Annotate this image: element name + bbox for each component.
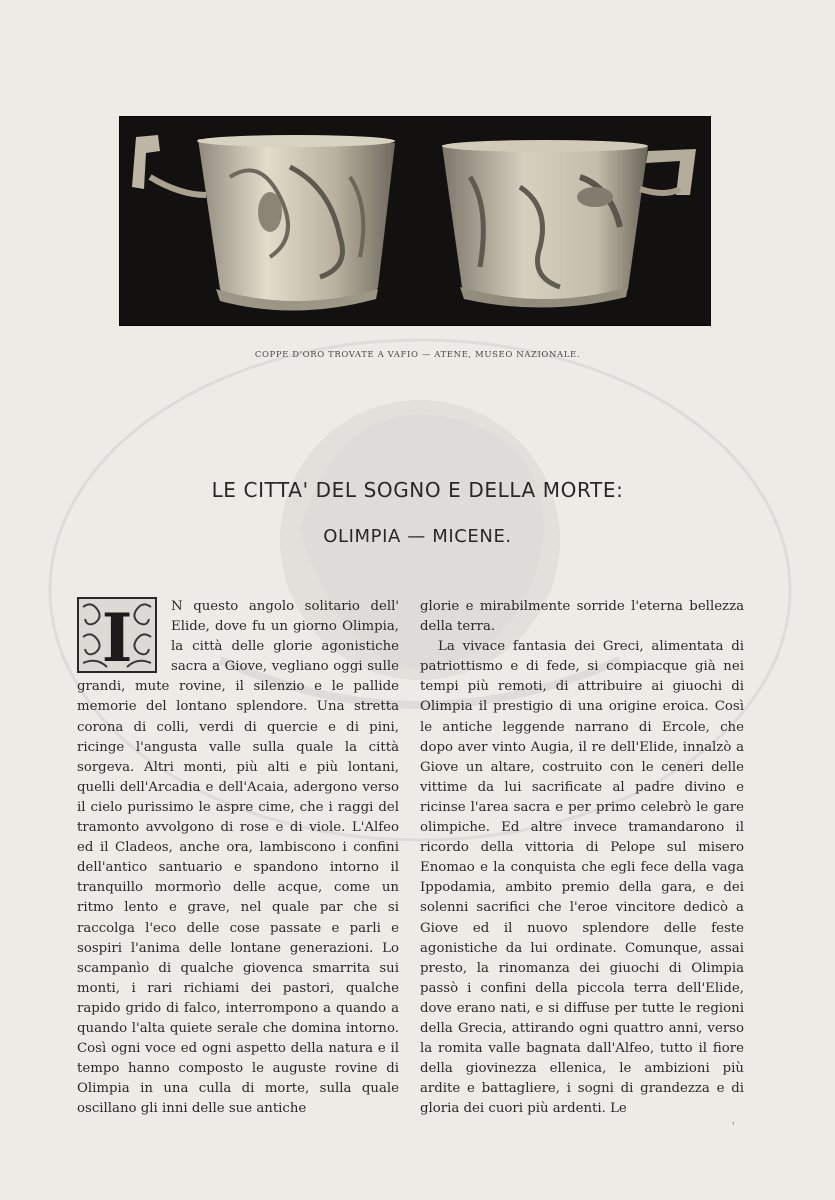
gold-cups-photograph: [120, 117, 710, 325]
decorated-initial-letter: [77, 597, 157, 673]
right-gold-cup: [442, 140, 696, 308]
opening-paragraph: N questo angolo solitario dell' Elide, dove fu un giorno Olimpia, la città delle glorie agonistiche sacra a Giove, vegliano oggi sulle grandi, mute rovine, il silenzio e le pallide memorie del lontano splendore. Una stretta corona di colli, verdi di quercie e di pini, ricinge l'angusta valle sulla quale la città sorgeva. Altri monti, più alti e più lontani, quelli dell'Arcadia e dell'Acaia, adergono verso il cielo purissimo le aspre cime, che i raggi del tramonto avvolgono di rose e di viole. L'Alfeo ed il Cladeos, anche ora, lambiscono i confini dell'antico santuario e spandono intorno il tranquillo mormorìo delle acque, come un ritmo lento e grave, nel quale par che si raccolga l'eco delle cose passate e parli e sospiri l'anima delle lontane generazioni. Lo scampanìo di qualche giovenca smarrita sui monti, i rari richiami dei pastori, qualche rapido grido di falco, interrompono a quando a quando l'alta quiete serale che domina intorno. Così ogni voce ed ogni aspetto della natura e il tempo hanno composto le auguste rovine di Olimpia in una culla di morte, sulla quale oscillano gli inni delle sue antiche: [77, 599, 399, 1117]
article-subtitle: OLIMPIA — MICENE.: [323, 526, 512, 547]
continued-paragraph: glorie e mirabilmente sorride l'eterna bellezza della terra.: [420, 599, 744, 635]
page-speck: ': [732, 1122, 735, 1132]
article-title: LE CITTA' DEL SOGNO E DELLA MORTE:: [211, 478, 624, 502]
figure-caption: COPPE D'ORO TROVATE A VAFIO — ATENE, MUSEO NAZIONALE.: [254, 350, 581, 360]
right-text-column: [420, 597, 744, 1119]
second-paragraph: La vivace fantasia dei Greci, alimentata di patriottismo e di fede, si compiacque già nei tempi più remoti, di attribuire ai giuochi di Olimpia il prestigio di una origine eroica. Così le antiche leggende narrano di Ercole, che dopo aver vinto Augia, il re dell'Elide, innalzò a Giove un altare, costruito con le ceneri delle vittime da lui sacrificate al padre divino e ricinse l'area sacra e per primo celebrò le gare olimpiche. Ed altre invece tramandarono il ricordo della vittoria di Pelope sul misero Enomao e la conquista che egli fece della vaga Ippodamia, ambito premio della gara, e dei solenni sacrifici che l'eroe vincitore dedicò a Giove ed il nuovo splendore delle feste agonistiche da lui ordinate. Comunque, assai presto, la rinomanza dei giuochi di Olimpia passò i confini della piccola terra dell'Elide, dove erano nati, e si diffuse per tutte le regioni della Grecia, attirando ogni quattro anni, verso la romita valle bagnata dall'Alfeo, tutto il fiore della giovinezza ellenica, le ambizioni più ardite e battagliere, i sogni di grandezza e di gloria dei cuori più ardenti. Le: [420, 639, 744, 1117]
left-text-column: [77, 597, 399, 1119]
initial-letter-glyph: I: [101, 599, 133, 673]
left-gold-cup: [132, 135, 395, 311]
